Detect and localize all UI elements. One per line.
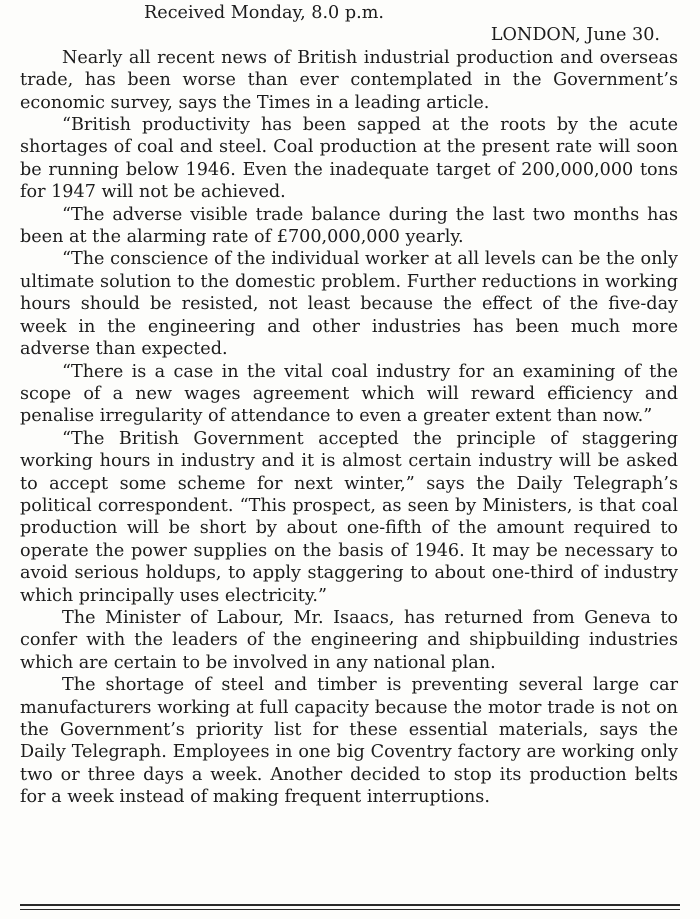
article-paragraph: The shortage of steel and timber is preventing several large car manufacturers working at full capacity because the motor trade is not on the Government’s priority list for these essential materials, says the Daily Telegraph. Employees in one big Coventry factory are working only two or three days a week. Another decided to stop its production belts for a week instead of making frequent interruptions. [20,675,678,808]
article-paragraph: “The conscience of the individual worker at all levels can be the only ultimate solution to the domestic problem. Further reductions in working hours should be resisted, not least because the effect of the five-day week in the engineering and other industries has been much more adverse than expected. [20,249,678,360]
received-time: Received Monday, 8.0 p.m. [144,3,384,23]
dateline: LONDON, June 30. [490,25,660,46]
article-paragraph: The Minister of Labour, Mr. Isaacs, has returned from Geneva to confer with the leaders of the engineering and shipbuilding industries which are certain to be involved in any national plan. [20,607,678,673]
column-end-rule [20,904,680,906]
news-article [20,2,678,809]
article-paragraph: “British productivity has been sapped at the roots by the acute shortages of coal and steel. Coal production at the present rate will soon be running below 1946. Even the inadequate target of 200,000,000 tons for 1947 will not be achieved. [20,115,678,203]
article-paragraph: “The British Government accepted the principle of staggering working hours in industry and it is almost certain industry will be asked to accept some scheme for next winter,” says the Daily Telegraph’s political correspondent. “This prospect, as seen by Ministers, is that coal production will be short by about one-fifth of the amount required to operate the power supplies on the basis of 1946. It may be necessary to avoid serious holdups, to apply staggering to about one-third of industry which principally uses electricity.” [20,428,678,606]
article-paragraph: Nearly all recent news of British industrial production and overseas trade, has been worse than ever contemplated in the Government’s economic survey, says the Times in a leading article. [20,47,678,113]
article-paragraph: “The adverse visible trade balance during the last two months has been at the alarming rate of £700,000,000 yearly. [20,204,678,248]
article-paragraph: “There is a case in the vital coal industry for an examining of the scope of a new wages agreement which will reward efficiency and penalise irregularity of attendance to even a greater extent than now.” [20,361,678,427]
column-end-rule-thin [20,909,680,910]
